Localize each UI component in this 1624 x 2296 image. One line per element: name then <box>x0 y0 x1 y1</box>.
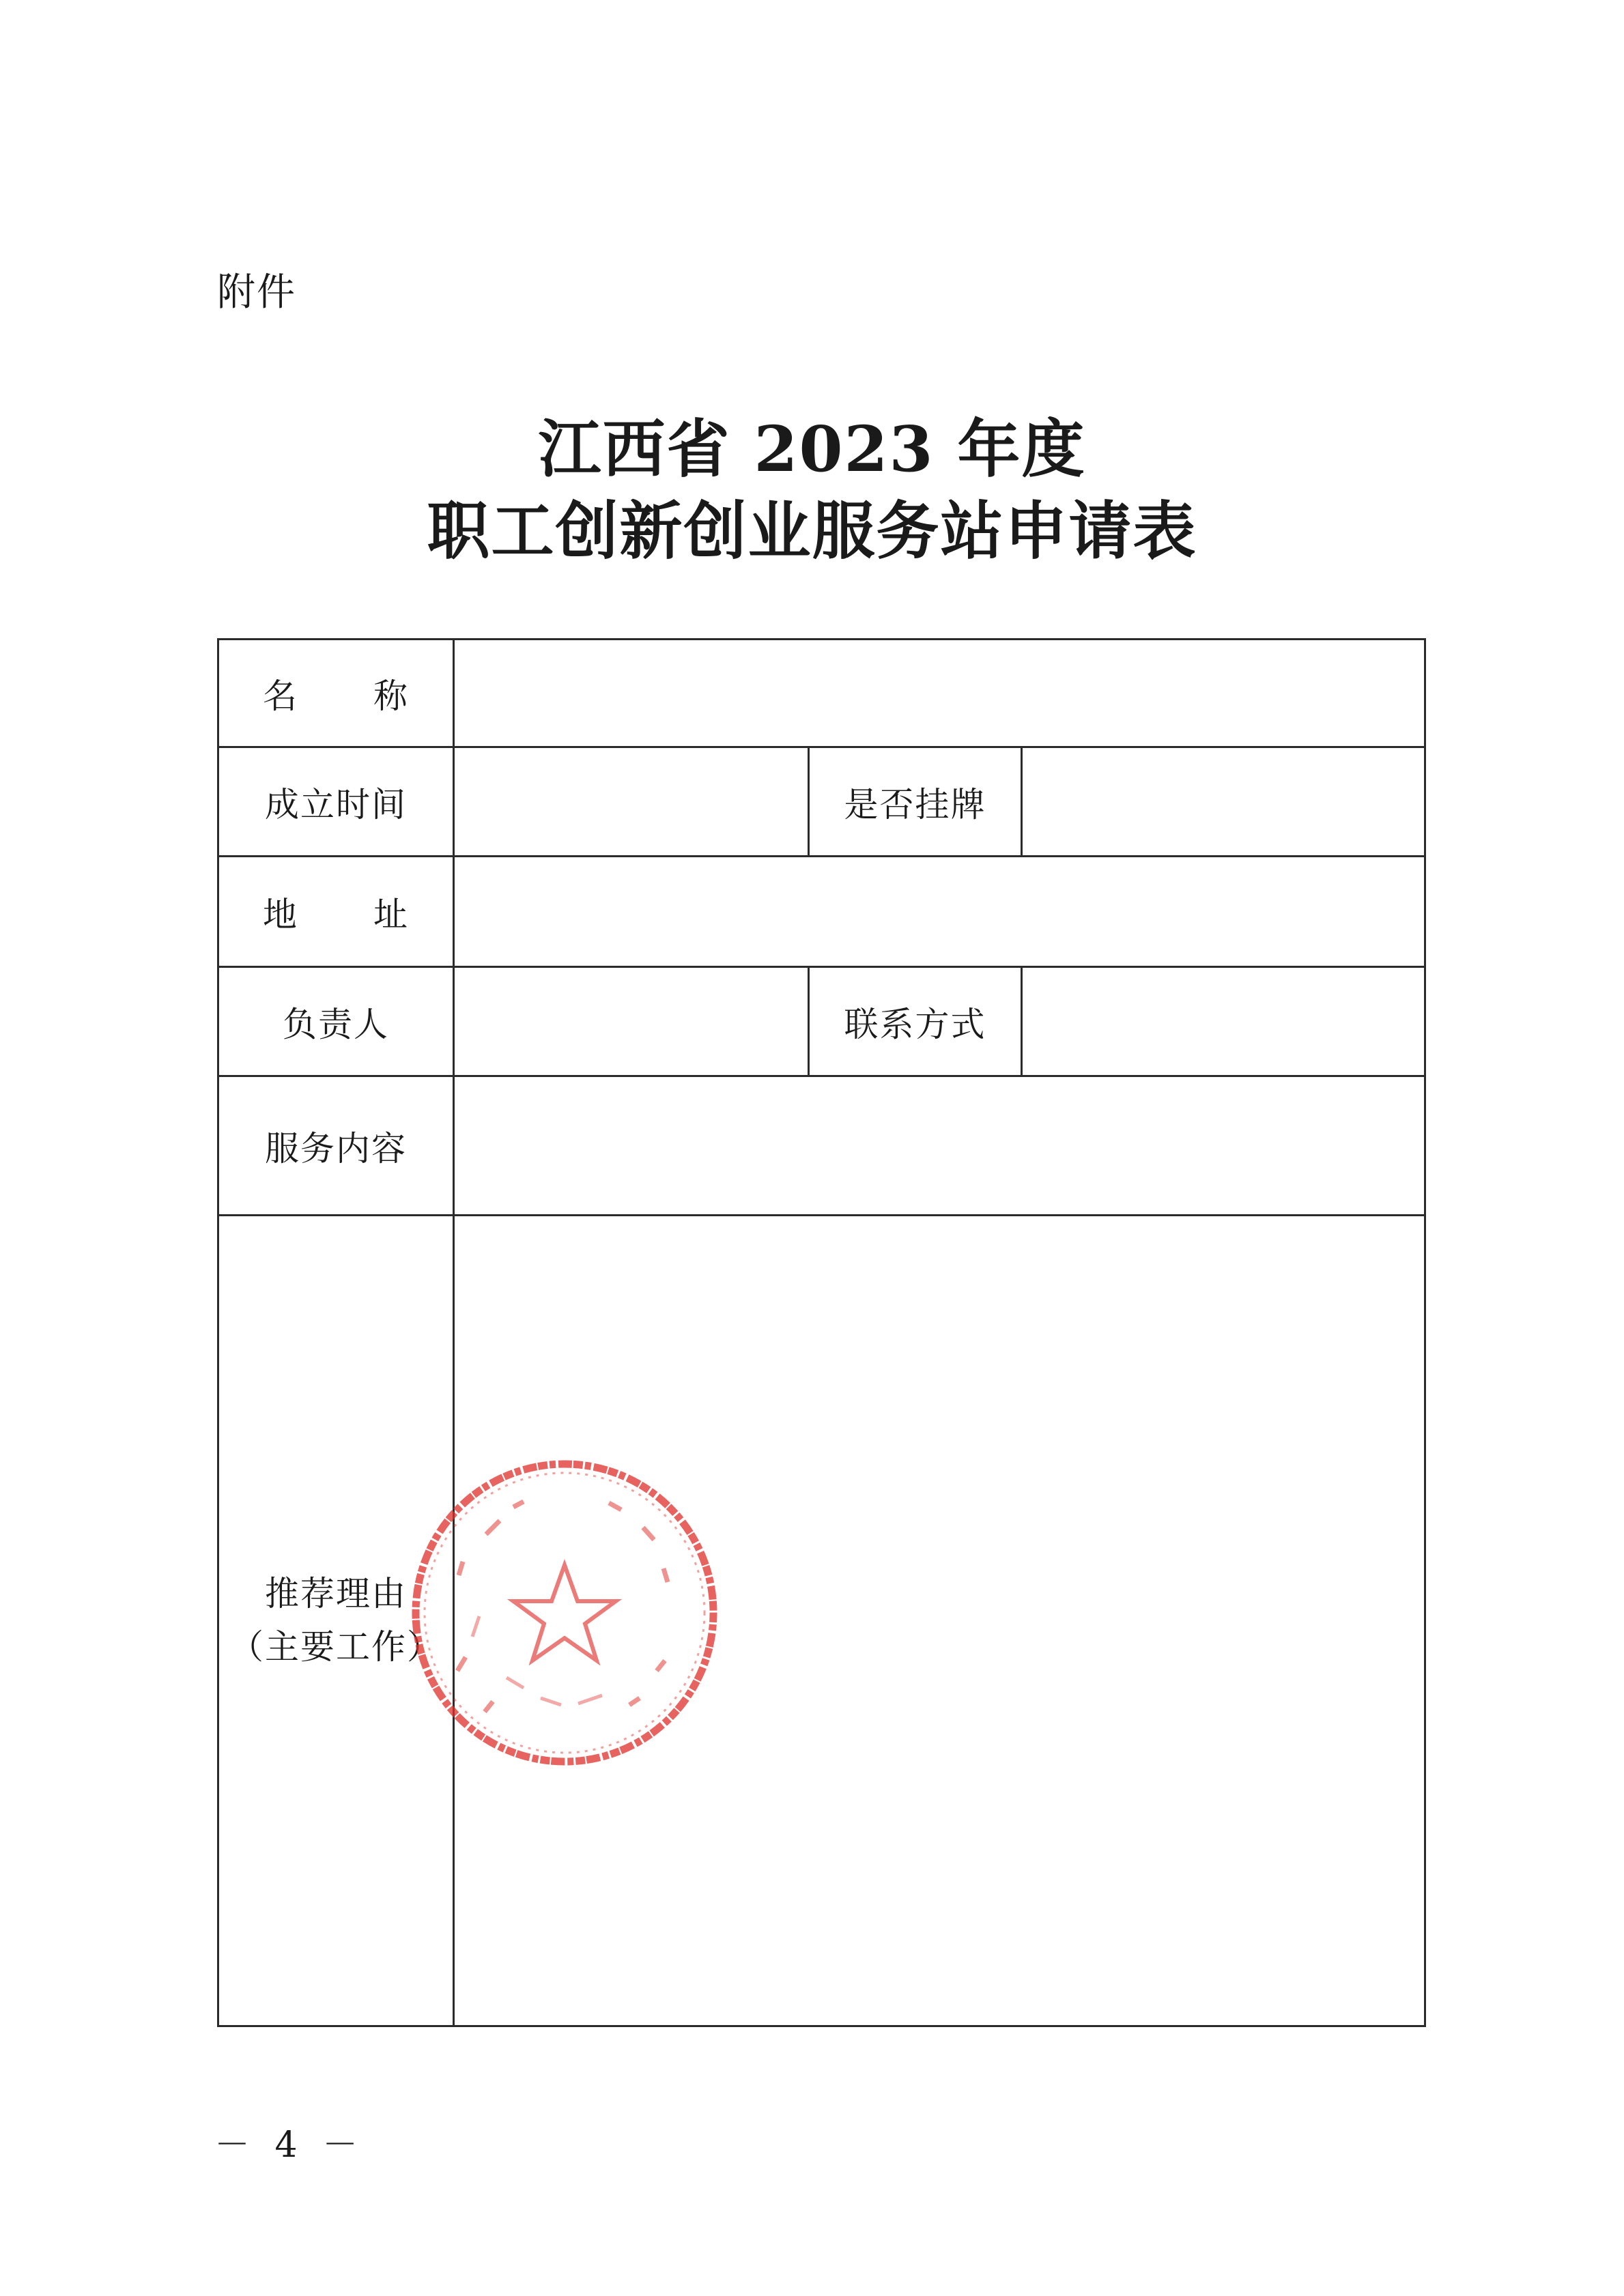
name-label: 名 称 <box>218 640 454 747</box>
official-seal-stamp <box>404 1452 725 1773</box>
leader-field[interactable] <box>454 967 809 1076</box>
form-row-name <box>218 640 1425 747</box>
contact-label: 联系方式 <box>809 967 1022 1076</box>
page-number: － 4 － <box>214 2125 365 2166</box>
service-label: 服务内容 <box>218 1076 454 1216</box>
form-row-leader <box>218 967 1425 1076</box>
form-title-line-2: 职工创新创业服务站申请表 <box>427 494 1197 568</box>
contact-field[interactable] <box>1022 967 1425 1076</box>
form-row-address <box>218 857 1425 967</box>
service-field[interactable] <box>454 1076 1425 1216</box>
form-title-line-1: 江西省 2023 年度 <box>538 412 1086 486</box>
reason-label-line-1: 推荐理由 <box>265 1574 407 1613</box>
founded-label: 成立时间 <box>218 747 454 857</box>
reason-label-line-2: （主要工作） <box>229 1626 442 1667</box>
seal-star-icon <box>513 1565 616 1661</box>
plaque-field[interactable] <box>1022 747 1425 857</box>
form-row-service <box>218 1076 1425 1216</box>
address-label: 地 址 <box>218 857 454 967</box>
plaque-label: 是否挂牌 <box>809 747 1022 857</box>
form-row-founded <box>218 747 1425 857</box>
application-form-table <box>217 638 1426 2027</box>
founded-field[interactable] <box>454 747 809 857</box>
address-field[interactable] <box>454 857 1425 967</box>
form-row-reason <box>218 1216 1425 2026</box>
name-field[interactable] <box>454 640 1425 747</box>
leader-label: 负责人 <box>218 967 454 1076</box>
attachment-label: 附件 <box>217 270 296 315</box>
